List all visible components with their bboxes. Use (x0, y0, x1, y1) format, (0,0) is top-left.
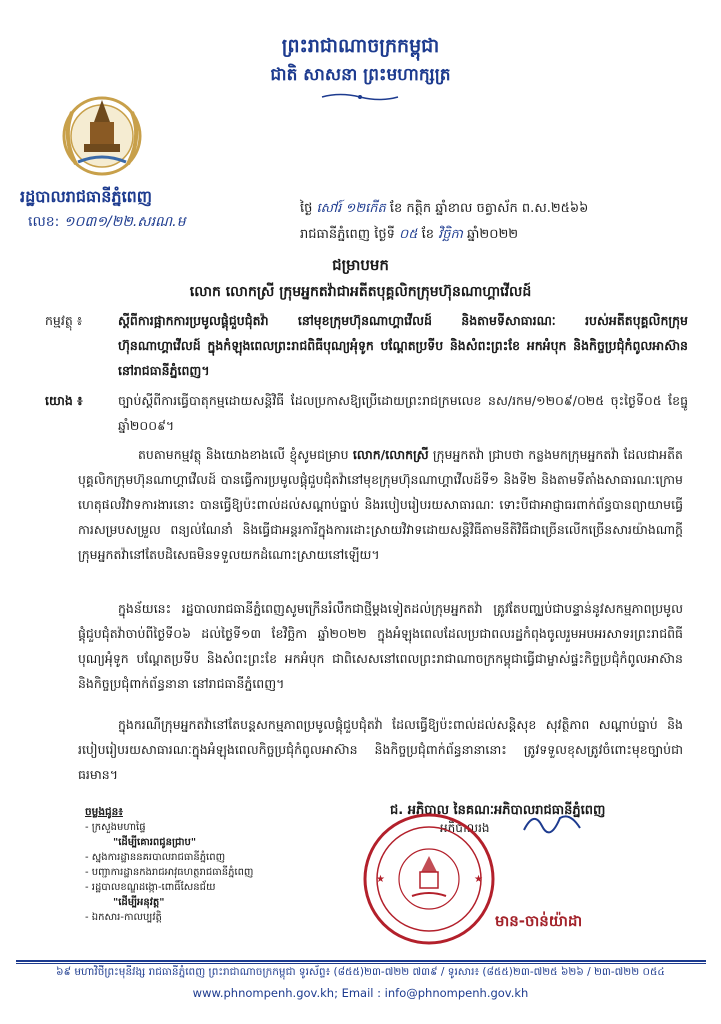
signature-subtitle: អភិបាលរង (440, 821, 490, 835)
solar-day: ០៥ (399, 227, 418, 242)
lunar-prefix: ថ្ងៃ (300, 201, 313, 216)
administration-name: រដ្ឋបាលរាជធានីភ្នំពេញ (20, 187, 153, 206)
footer-address: ៦៩ មហាវិថីព្រះមុនីវង្ស រាជធានីភ្នំពេញ ព្រះរាជាណាចក្រកម្ពុជា ទូរស័ព្ទ៖ (៨៥៥)២៣-៧២២ ៧៣៩ / ទូរសារ៖ (៨៥៥)២៣-៧២៥ ៦២៦ / ២៣-៧២២ ០៥៤ (56, 966, 665, 978)
cc-item: - រដ្ឋបាលខណ្ឌដង្កោ-ពោធិ៍សែនជ័យ (85, 882, 216, 893)
lunar-date (300, 200, 588, 219)
cc-item: - ឯកសារ-កាលប្បវត្តិ (85, 912, 162, 923)
lunar-handwritten: សៅរ៍ ១២កើត (316, 201, 386, 216)
p1-prefix: តបតាមកម្មវត្ថុ និងយោងខាងលើ ខ្ញុំសូមជម្រាប (138, 447, 349, 462)
solar-prefix: រាជធានីភ្នំពេញ ថ្ងៃទី (300, 227, 395, 242)
reference-number (28, 212, 185, 233)
cc-item: - ស្នងការដ្ឋាននគរបាលរាជធានីភ្នំពេញ (85, 852, 226, 863)
solar-date (300, 226, 518, 245)
subject-label: កម្មវត្ថុ ៖ (45, 313, 83, 328)
municipal-emblem-icon (58, 82, 146, 182)
footer-divider-thin (16, 963, 706, 964)
national-motto: ជាតិ សាសនា ព្រះមហាក្សត្រ (270, 65, 451, 85)
svg-text:★: ★ (376, 874, 385, 885)
motto-ornament-icon (320, 92, 400, 102)
cc-list (85, 805, 253, 925)
reference-text: ច្បាប់ស្តីពីការធ្វើបាតុកម្មដោយសន្តិវិធី ដែលប្រកាសឱ្យប្រើដោយព្រះរាជក្រមលេខ នស/រកម/១២០៩/០២៥ ចុះថ្ងៃទី០៥ ខែធ្នូ ឆ្នាំ២០០៩។ (118, 393, 688, 433)
body-paragraph-1 (78, 442, 683, 567)
body-paragraph-2: ក្នុងន័យនេះ រដ្ឋបាលរាជធានីភ្នំពេញសូមក្រើនរំលឹកជាថ្មីម្តងទៀតដល់ក្រុមអ្នកតវ៉ា ត្រូវតែបញ្ឈប់ជាបន្ទាន់នូវសកម្មភាពប្រមូលផ្តុំជួបជុំតវ៉ាចាប់ពីថ្ងៃទី០៦ ដល់ថ្ងៃទី១៣ ខែវិច្ឆិកា ឆ្នាំ២០២២ ក្នុងអំឡុងពេលដែលប្រជាពលរដ្ឋកំពុងចូលរួមអបអរសាទរព្រះរាជពិធីបុណ្យអុំទូក បណ្តែតប្រទីប និងសំពះព្រះខែ អកអំបុក ជាពិសេសនៅពេលព្រះរាជាណាចក្រកម្ពុជាធ្វើជាម្ចាស់ផ្ទះកិច្ចប្រជុំកំពូលអាស៊ាន និងកិច្ចប្រជុំពាក់ព័ន្ធនានា នៅរាជធានីភ្នំពេញ។ (78, 601, 683, 691)
p1-bold: លោក/លោកស្រី (352, 447, 429, 462)
solar-month-prefix: ខែ (421, 227, 434, 242)
cc-item: - បញ្ជាការដ្ឋានកងរាជអាវុធហត្ថរាជធានីភ្នំពេញ (85, 867, 254, 878)
body-paragraph-3: ក្នុងករណីក្រុមអ្នកតវ៉ានៅតែបន្តសកម្មភាពប្រមូលផ្តុំជួបជុំតវ៉ា ដែលធ្វើឱ្យប៉ះពាល់ដល់សន្តិសុខ សុវត្ថិភាព សណ្តាប់ធ្នាប់ និងរបៀបរៀបរយសាធារណៈក្នុងអំឡុងពេលកិច្ចប្រជុំកំពូលអាស៊ាន និងកិច្ចប្រជុំពាក់ព័ន្ធនានានោះ ត្រូវទទួលខុសត្រូវចំពោះមុខច្បាប់ជាធរមាន។ (78, 717, 683, 782)
footer-contact (0, 986, 721, 1000)
ref-number-handwritten: ១០៣១/២២.សរណ.ម (63, 214, 186, 230)
website-link[interactable]: www.phnompenh.gov.kh; Email : info@phnompenh.gov.kh (192, 986, 529, 1000)
p1-rest: ក្រុមអ្នកតវ៉ា ជ្រាបថា កន្លងមកក្រុមអ្នកតវ៉ា ដែលជាអតីតបុគ្គលិកក្រុមហ៊ុនណាហ្គាវើលដ៍ បានធ្វើការប្រមូលផ្តុំជួបជុំតវ៉ានៅមុខក្រុមហ៊ុនណាហ្គាវើលដ៍ទី១ និងទី២ និងតាមទីតាំងសាធារណៈក្រោមហេតុផលវិវាទការងារនោះ បានធ្វើឱ្យប៉ះពាល់ដល់សណ្តាប់ធ្នាប់ និងរបៀបរៀបរយសាធារណៈ ទោះបីជាអាជ្ញាធរពាក់ព័ន្ធបានព្យាយាមធ្វើការសម្របសម្រួល ពន្យល់ណែនាំ និងធ្វើជាអន្តរការីក្នុងការដោះស្រាយវិវាទដោយសន្តិវិធីតាមនីតិវិធីជាច្រើនលើកច្រើនសារយ៉ាងណាក្តី ក្រុមអ្នកតវ៉ានៅតែបដិសេធមិនទទួលយកដំណោះស្រាយនៅឡើយ។ (78, 447, 683, 562)
signer-name: មាន-ចាន់យ៉ាដា (495, 912, 583, 930)
cc-item: "ដើម្បីគោរពជូនជ្រាប" (113, 837, 197, 848)
svg-text:★: ★ (474, 874, 483, 885)
reference-label: យោង ៖ (45, 393, 83, 408)
signature-title: ជ. អភិបាល នៃគណៈអភិបាលរាជធានីភ្នំពេញ (390, 803, 606, 818)
kingdom-title: ព្រះរាជាណាចក្រកម្ពុជា (281, 35, 440, 57)
solar-month: វិច្ឆិកា (438, 227, 463, 242)
signature-scribble-icon (520, 808, 590, 838)
cc-title: ចម្លងជូន៖ (85, 806, 123, 818)
lunar-rest: ខែ កត្តិក ឆ្នាំខាល ចត្វាស័ក ព.ស.២៥៦៦ (389, 201, 589, 216)
cc-item: "ដើម្បីអនុវត្ត" (113, 897, 165, 908)
cc-item: - ក្រសួងមហាផ្ទៃ (85, 822, 146, 833)
addressee: លោក លោកស្រី ក្រុមអ្នកតវ៉ាជាអតីតបុគ្គលិកក្រុមហ៊ុនណាហ្គាវើលដ៍ (189, 284, 532, 300)
official-stamp-icon (362, 812, 497, 947)
solar-year: ឆ្នាំ២០២២ (467, 227, 519, 242)
ref-prefix: លេខ: (28, 214, 60, 230)
greeting-respect: ជម្រាបមក (332, 256, 389, 274)
footer-divider (16, 960, 706, 962)
subject-text: ស្តីពីការផ្អាកការប្រមូលផ្តុំជួបជុំតវ៉ា នៅមុខក្រុមហ៊ុនណាហ្គាវើលដ៍ និងតាមទីសាធារណៈ របស់អតីតបុគ្គលិកក្រុមហ៊ុនណាហ្គាវើលដ៍ ក្នុងកំឡុងពេលព្រះរាជពិធីបុណ្យអុំទូក បណ្តែតប្រទីប និងសំពះព្រះខែ អកអំបុក និងកិច្ចប្រជុំកំពូលអាស៊ាន នៅរាជធានីភ្នំពេញ។ (118, 313, 688, 378)
